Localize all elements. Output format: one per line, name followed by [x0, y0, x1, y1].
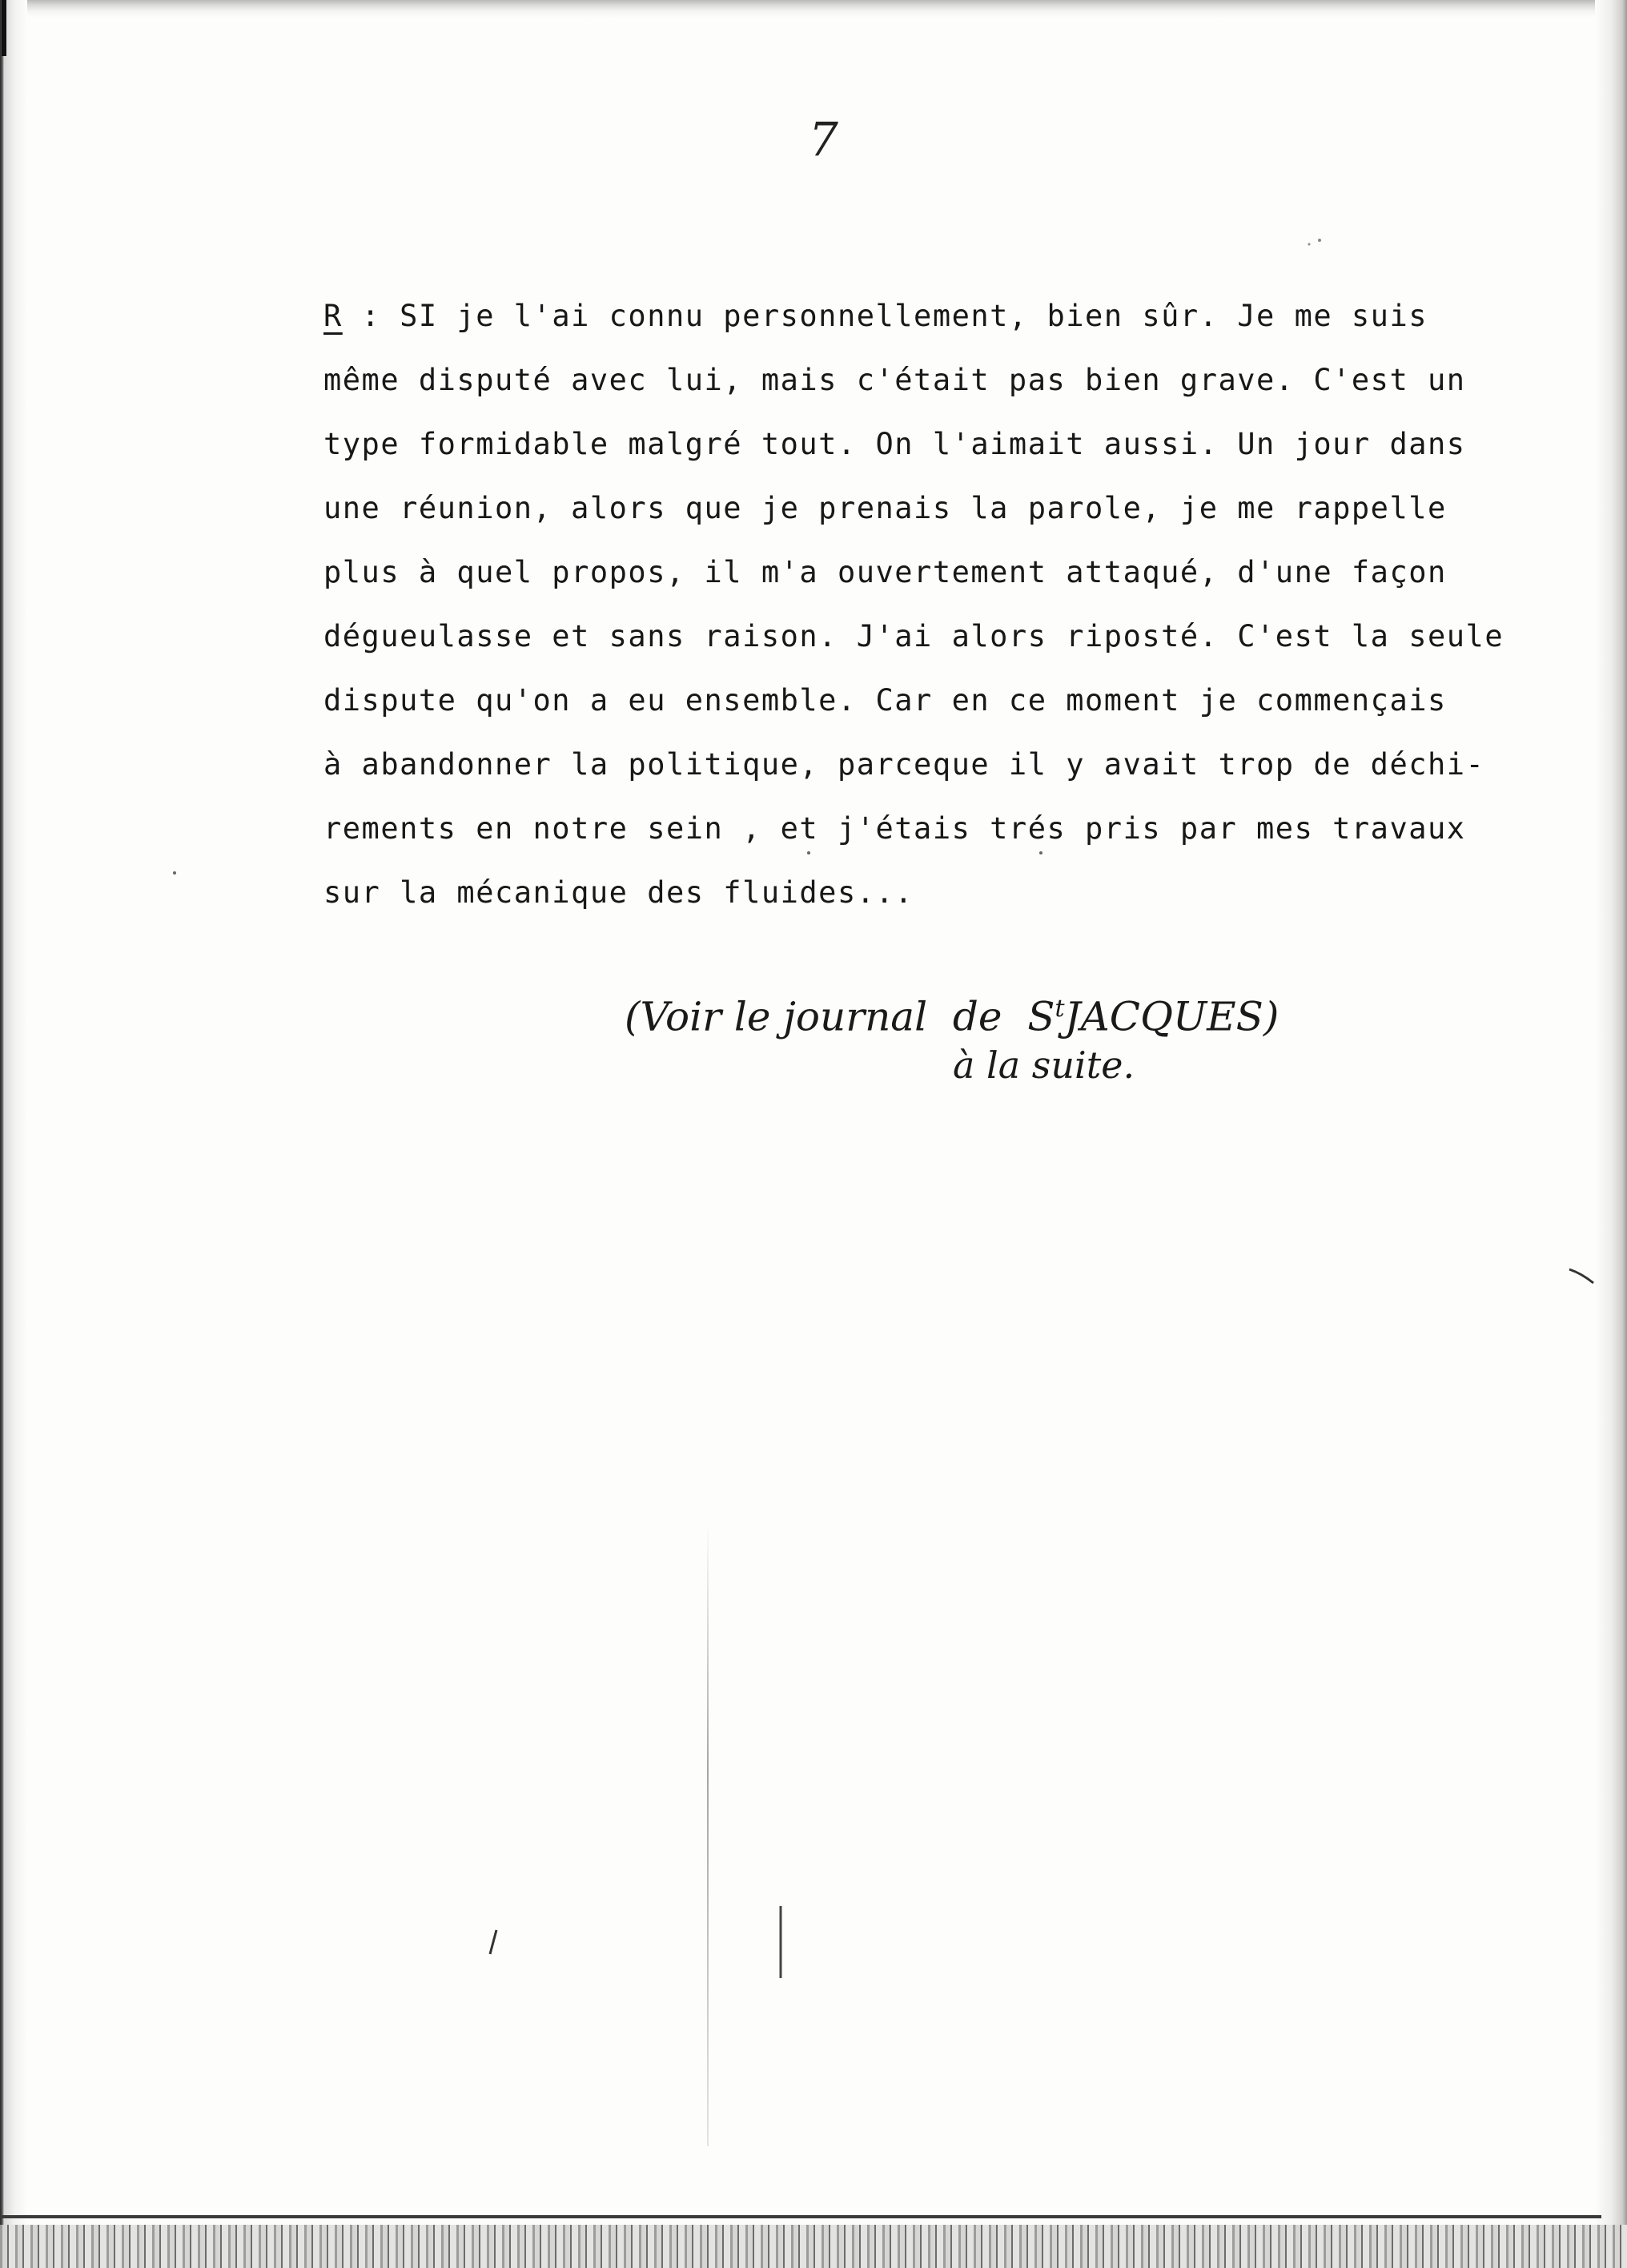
speaker-label: R — [323, 299, 343, 333]
answer-line: dégueulasse et sans raison. J'ai alors riposté. C'est la seule — [323, 619, 1504, 653]
answer-line: même disputé avec lui, mais c'était pas bien grave. C'est un — [323, 363, 1466, 397]
answer-line: à abandonner la politique, parceque il y avait trop de déchi- — [323, 747, 1485, 782]
answer-line: rements en notre sein , et j'étais trés pris par mes travaux — [323, 811, 1466, 846]
answer-line-1 — [323, 284, 1605, 348]
handwritten-note-text: JACQUES) — [1064, 993, 1280, 1040]
page-number: 7 — [809, 112, 838, 167]
handwritten-note-line-2: à la suite. — [953, 1044, 1135, 1087]
answer-line: plus à quel propos, il m'a ouvertement attaqué, d'une façon — [323, 555, 1447, 589]
answer-line: une réunion, alors que je prenais la parole, je me rappelle — [323, 491, 1447, 525]
answer-line: dispute qu'on a eu ensemble. Car en ce moment je commençais — [323, 683, 1447, 718]
handwritten-note-line-1 — [625, 981, 1505, 1040]
answer-line: sur la mécanique des fluides... — [323, 875, 914, 910]
handwritten-note-text: (Voir le journal de S — [625, 993, 1055, 1040]
interview-answer — [323, 284, 1605, 925]
answer-line: type formidable malgré tout. On l'aimait aussi. Un jour dans — [323, 427, 1466, 461]
answer-line-1-text: : SI je l'ai connu personnellement, bien sûr. Je me suis — [342, 299, 1428, 333]
handwritten-note — [625, 981, 1505, 1093]
handwritten-note-superscript: t — [1055, 995, 1065, 1023]
